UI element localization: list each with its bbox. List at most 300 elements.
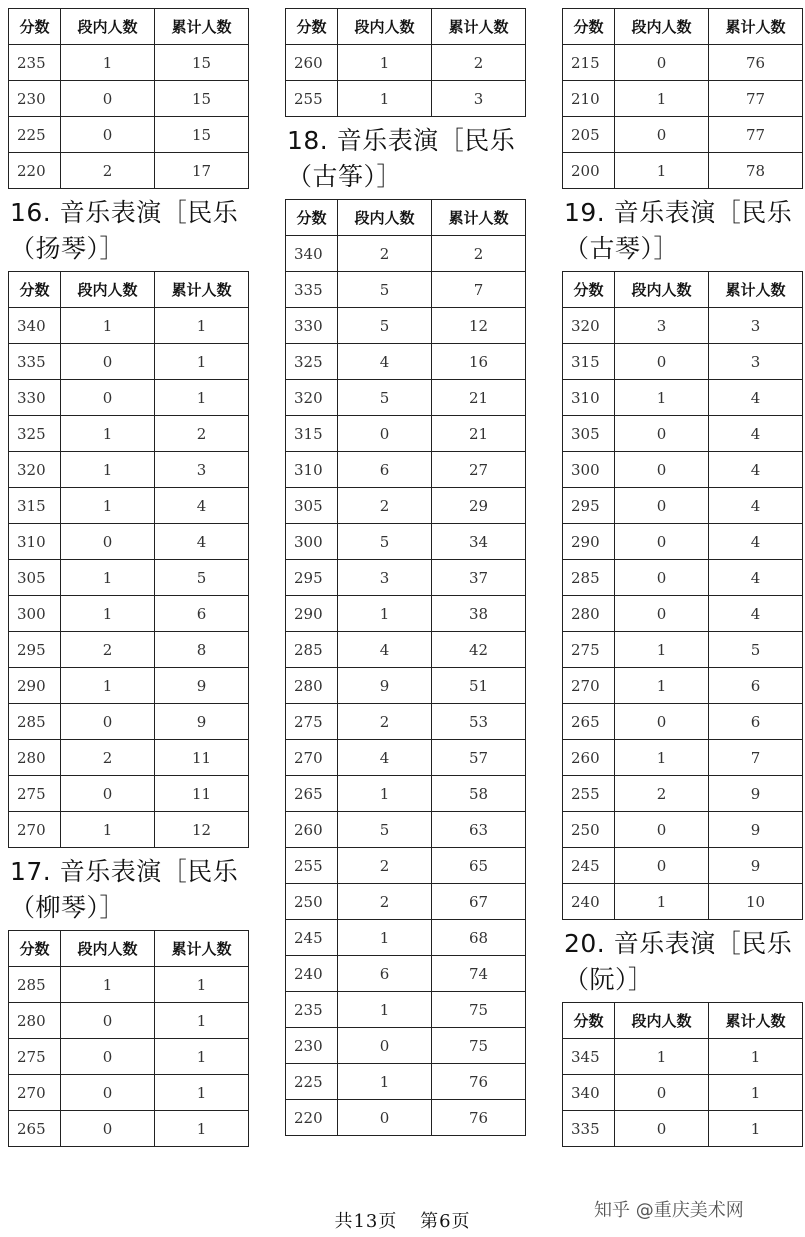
segment-count-cell: 2 — [61, 632, 155, 668]
table-row — [9, 596, 249, 632]
cumulative-count-cell: 5 — [155, 560, 249, 596]
segment-count-cell: 1 — [615, 81, 709, 117]
segment-count-cell: 0 — [615, 45, 709, 81]
table-row — [286, 81, 526, 117]
cumulative-count-cell: 53 — [432, 704, 526, 740]
score-cell: 330 — [9, 380, 61, 416]
table-row — [563, 45, 803, 81]
table-header-row — [563, 1003, 803, 1039]
cumulative-count-cell: 4 — [709, 452, 803, 488]
segment-count-cell: 0 — [61, 524, 155, 560]
score-cell: 320 — [286, 380, 338, 416]
score-cell: 340 — [563, 1075, 615, 1111]
score-cell: 260 — [286, 45, 338, 81]
segment-count-cell: 0 — [61, 380, 155, 416]
score-cell: 300 — [286, 524, 338, 560]
segment-count-cell: 1 — [61, 452, 155, 488]
table-row — [286, 668, 526, 704]
table-row — [563, 416, 803, 452]
cumulative-count-header: 累计人数 — [155, 9, 249, 45]
segment-count-cell: 1 — [338, 596, 432, 632]
segment-count-cell: 1 — [61, 668, 155, 704]
score-cell: 265 — [286, 776, 338, 812]
segment-count-cell: 0 — [338, 1100, 432, 1136]
score-cell: 325 — [9, 416, 61, 452]
cumulative-count-cell: 1 — [155, 1075, 249, 1111]
score-cell: 245 — [563, 848, 615, 884]
score-cell: 260 — [563, 740, 615, 776]
table-row — [286, 1064, 526, 1100]
cumulative-count-cell: 1 — [155, 308, 249, 344]
segment-count-cell: 4 — [338, 740, 432, 776]
segment-count-cell: 2 — [338, 884, 432, 920]
table-row — [286, 704, 526, 740]
table-row — [9, 1075, 249, 1111]
segment-count-cell: 0 — [615, 704, 709, 740]
segment-count-cell: 1 — [61, 596, 155, 632]
cumulative-count-cell: 1 — [155, 967, 249, 1003]
cumulative-count-cell: 16 — [432, 344, 526, 380]
score-header: 分数 — [286, 9, 338, 45]
table-header-row — [286, 9, 526, 45]
score-cell: 300 — [9, 596, 61, 632]
zhihu-watermark: 知乎 @重庆美术网 — [594, 1200, 744, 1221]
segment-count-cell: 1 — [615, 380, 709, 416]
table-row — [9, 812, 249, 848]
cumulative-count-cell: 4 — [709, 380, 803, 416]
segment-count-cell: 0 — [61, 776, 155, 812]
score-table — [285, 199, 526, 1136]
cumulative-count-cell: 11 — [155, 776, 249, 812]
segment-count-cell: 0 — [615, 560, 709, 596]
segment-count-header: 段内人数 — [338, 200, 432, 236]
score-cell: 295 — [563, 488, 615, 524]
table-row — [9, 117, 249, 153]
cumulative-count-cell: 76 — [432, 1100, 526, 1136]
table-row — [286, 452, 526, 488]
score-table — [8, 8, 249, 189]
segment-count-cell: 5 — [338, 272, 432, 308]
segment-count-cell: 0 — [615, 117, 709, 153]
score-header: 分数 — [286, 200, 338, 236]
table-row — [9, 1039, 249, 1075]
segment-count-cell: 1 — [338, 776, 432, 812]
section-title — [564, 195, 802, 267]
score-cell: 265 — [9, 1111, 61, 1147]
segment-count-cell: 1 — [61, 416, 155, 452]
table-row — [286, 812, 526, 848]
cumulative-count-cell: 12 — [432, 308, 526, 344]
table-row — [563, 740, 803, 776]
segment-count-cell: 0 — [615, 596, 709, 632]
cumulative-count-cell: 4 — [709, 596, 803, 632]
cumulative-count-cell: 1 — [709, 1039, 803, 1075]
cumulative-count-cell: 9 — [709, 812, 803, 848]
cumulative-count-cell: 7 — [432, 272, 526, 308]
cumulative-count-header: 累计人数 — [155, 931, 249, 967]
cumulative-count-cell: 78 — [709, 153, 803, 189]
cumulative-count-cell: 1 — [155, 380, 249, 416]
table-row — [286, 1028, 526, 1064]
segment-count-cell: 1 — [615, 1039, 709, 1075]
cumulative-count-cell: 4 — [709, 416, 803, 452]
table-row — [286, 236, 526, 272]
score-cell: 310 — [563, 380, 615, 416]
segment-count-cell: 2 — [615, 776, 709, 812]
table-row — [563, 848, 803, 884]
score-cell: 225 — [9, 117, 61, 153]
score-header: 分数 — [563, 1003, 615, 1039]
table-header-row — [563, 9, 803, 45]
table-row — [9, 153, 249, 189]
segment-count-cell: 1 — [61, 560, 155, 596]
table-row — [286, 524, 526, 560]
score-cell: 280 — [9, 740, 61, 776]
table-header-row — [9, 9, 249, 45]
section-title — [10, 195, 248, 267]
cumulative-count-cell: 77 — [709, 81, 803, 117]
cumulative-count-cell: 3 — [432, 81, 526, 117]
cumulative-count-cell: 1 — [155, 1039, 249, 1075]
segment-count-cell: 0 — [615, 488, 709, 524]
segment-count-cell: 0 — [615, 344, 709, 380]
table-row — [563, 380, 803, 416]
table-row — [286, 848, 526, 884]
score-cell: 270 — [9, 1075, 61, 1111]
section-title — [564, 926, 802, 998]
segment-count-cell: 1 — [615, 884, 709, 920]
cumulative-count-cell: 4 — [709, 560, 803, 596]
cumulative-count-cell: 76 — [709, 45, 803, 81]
section-title-line: 20. 音乐表演［民乐 — [564, 929, 793, 958]
table-row — [286, 596, 526, 632]
segment-count-cell: 1 — [615, 153, 709, 189]
table-row — [286, 45, 526, 81]
table-row — [563, 704, 803, 740]
table-row — [563, 308, 803, 344]
table-row — [9, 967, 249, 1003]
segment-count-cell: 0 — [615, 1111, 709, 1147]
table-row — [286, 632, 526, 668]
score-cell: 320 — [9, 452, 61, 488]
cumulative-count-cell: 67 — [432, 884, 526, 920]
segment-count-cell: 1 — [61, 812, 155, 848]
segment-count-cell: 0 — [615, 1075, 709, 1111]
segment-count-cell: 1 — [615, 668, 709, 704]
table-row — [9, 704, 249, 740]
segment-count-header: 段内人数 — [615, 1003, 709, 1039]
score-cell: 280 — [563, 596, 615, 632]
segment-count-cell: 2 — [61, 153, 155, 189]
total-pages-label: 共13页 — [334, 1211, 398, 1232]
score-cell: 285 — [563, 560, 615, 596]
table-header-row — [9, 272, 249, 308]
score-cell: 335 — [286, 272, 338, 308]
cumulative-count-cell: 4 — [709, 488, 803, 524]
table-row — [563, 812, 803, 848]
score-cell: 270 — [563, 668, 615, 704]
score-cell: 245 — [286, 920, 338, 956]
table-row — [9, 81, 249, 117]
score-cell: 270 — [286, 740, 338, 776]
table-row — [9, 452, 249, 488]
score-cell: 345 — [563, 1039, 615, 1075]
table-row — [563, 488, 803, 524]
segment-count-cell: 2 — [338, 236, 432, 272]
cumulative-count-cell: 9 — [709, 776, 803, 812]
table-header-row — [286, 200, 526, 236]
table-row — [9, 668, 249, 704]
cumulative-count-cell: 12 — [155, 812, 249, 848]
segment-count-cell: 2 — [61, 740, 155, 776]
score-table — [562, 8, 803, 189]
cumulative-count-header: 累计人数 — [432, 9, 526, 45]
cumulative-count-cell: 3 — [709, 344, 803, 380]
segment-count-header: 段内人数 — [61, 931, 155, 967]
column-2 — [285, 8, 525, 1136]
table-row — [9, 776, 249, 812]
cumulative-count-cell: 6 — [709, 668, 803, 704]
cumulative-count-header: 累计人数 — [709, 272, 803, 308]
score-table — [562, 271, 803, 920]
segment-count-cell: 3 — [338, 560, 432, 596]
score-cell: 275 — [286, 704, 338, 740]
table-row — [563, 81, 803, 117]
cumulative-count-cell: 37 — [432, 560, 526, 596]
table-row — [286, 884, 526, 920]
table-row — [286, 776, 526, 812]
cumulative-count-cell: 68 — [432, 920, 526, 956]
cumulative-count-cell: 74 — [432, 956, 526, 992]
score-header: 分数 — [9, 272, 61, 308]
cumulative-count-cell: 75 — [432, 1028, 526, 1064]
segment-count-cell: 1 — [338, 45, 432, 81]
column-1 — [8, 8, 248, 1147]
table-row — [286, 740, 526, 776]
score-header: 分数 — [563, 272, 615, 308]
score-cell: 295 — [286, 560, 338, 596]
segment-count-cell: 0 — [61, 344, 155, 380]
table-row — [563, 668, 803, 704]
score-header: 分数 — [9, 931, 61, 967]
table-row — [9, 488, 249, 524]
table-row — [9, 308, 249, 344]
score-cell: 320 — [563, 308, 615, 344]
cumulative-count-cell: 4 — [709, 524, 803, 560]
table-row — [286, 416, 526, 452]
cumulative-count-cell: 65 — [432, 848, 526, 884]
section-title-line: （扬琴）］ — [10, 234, 126, 263]
segment-count-cell: 4 — [338, 344, 432, 380]
segment-count-cell: 0 — [61, 1111, 155, 1147]
segment-count-cell: 0 — [61, 1075, 155, 1111]
table-row — [286, 920, 526, 956]
table-row — [563, 1039, 803, 1075]
cumulative-count-cell: 34 — [432, 524, 526, 560]
score-cell: 210 — [563, 81, 615, 117]
segment-count-cell: 1 — [615, 632, 709, 668]
table-row — [286, 560, 526, 596]
segment-count-cell: 0 — [615, 812, 709, 848]
cumulative-count-cell: 1 — [709, 1075, 803, 1111]
segment-count-cell: 6 — [338, 452, 432, 488]
score-cell: 250 — [563, 812, 615, 848]
score-cell: 285 — [9, 967, 61, 1003]
cumulative-count-cell: 8 — [155, 632, 249, 668]
cumulative-count-cell: 2 — [155, 416, 249, 452]
score-cell: 240 — [563, 884, 615, 920]
table-header-row — [9, 931, 249, 967]
table-row — [563, 776, 803, 812]
table-row — [563, 632, 803, 668]
score-cell: 230 — [9, 81, 61, 117]
score-cell: 275 — [9, 776, 61, 812]
segment-count-header: 段内人数 — [61, 9, 155, 45]
score-cell: 265 — [563, 704, 615, 740]
table-row — [563, 153, 803, 189]
table-row — [9, 632, 249, 668]
score-table — [8, 930, 249, 1147]
segment-count-cell: 3 — [615, 308, 709, 344]
cumulative-count-cell: 9 — [709, 848, 803, 884]
table-row — [563, 1111, 803, 1147]
segment-count-cell: 5 — [338, 812, 432, 848]
cumulative-count-cell: 15 — [155, 45, 249, 81]
cumulative-count-cell: 4 — [155, 488, 249, 524]
cumulative-count-cell: 5 — [709, 632, 803, 668]
score-cell: 340 — [9, 308, 61, 344]
score-table — [285, 8, 526, 117]
cumulative-count-cell: 9 — [155, 668, 249, 704]
score-cell: 335 — [563, 1111, 615, 1147]
table-row — [563, 452, 803, 488]
cumulative-count-cell: 63 — [432, 812, 526, 848]
score-cell: 315 — [563, 344, 615, 380]
segment-count-cell: 0 — [615, 524, 709, 560]
section-title-line: 16. 音乐表演［民乐 — [10, 198, 239, 227]
segment-count-cell: 0 — [61, 704, 155, 740]
cumulative-count-cell: 75 — [432, 992, 526, 1028]
current-page-label: 第6页 — [420, 1211, 471, 1232]
cumulative-count-cell: 27 — [432, 452, 526, 488]
score-cell: 275 — [563, 632, 615, 668]
table-row — [286, 1100, 526, 1136]
section-title-line: 19. 音乐表演［民乐 — [564, 198, 793, 227]
section-title — [287, 123, 525, 195]
segment-count-cell: 9 — [338, 668, 432, 704]
segment-count-cell: 1 — [61, 967, 155, 1003]
score-cell: 200 — [563, 153, 615, 189]
score-cell: 325 — [286, 344, 338, 380]
segment-count-cell: 1 — [61, 308, 155, 344]
score-cell: 270 — [9, 812, 61, 848]
segment-count-header: 段内人数 — [615, 9, 709, 45]
score-cell: 220 — [286, 1100, 338, 1136]
table-row — [9, 524, 249, 560]
segment-count-cell: 0 — [61, 1003, 155, 1039]
segment-count-cell: 2 — [338, 848, 432, 884]
table-row — [9, 1111, 249, 1147]
cumulative-count-cell: 9 — [155, 704, 249, 740]
cumulative-count-cell: 3 — [155, 452, 249, 488]
cumulative-count-cell: 6 — [709, 704, 803, 740]
table-row — [563, 596, 803, 632]
segment-count-cell: 1 — [61, 488, 155, 524]
table-row — [286, 344, 526, 380]
cumulative-count-cell: 2 — [432, 236, 526, 272]
cumulative-count-cell: 1 — [155, 344, 249, 380]
table-header-row — [563, 272, 803, 308]
segment-count-cell: 0 — [61, 117, 155, 153]
cumulative-count-cell: 11 — [155, 740, 249, 776]
table-row — [563, 524, 803, 560]
segment-count-cell: 0 — [615, 416, 709, 452]
score-table — [8, 271, 249, 848]
score-cell: 235 — [286, 992, 338, 1028]
score-cell: 290 — [563, 524, 615, 560]
segment-count-cell: 1 — [338, 920, 432, 956]
segment-count-cell: 1 — [338, 1064, 432, 1100]
cumulative-count-cell: 10 — [709, 884, 803, 920]
table-row — [9, 380, 249, 416]
table-row — [286, 272, 526, 308]
score-cell: 235 — [9, 45, 61, 81]
score-cell: 315 — [9, 488, 61, 524]
score-cell: 305 — [286, 488, 338, 524]
score-header: 分数 — [563, 9, 615, 45]
table-row — [286, 992, 526, 1028]
score-cell: 335 — [9, 344, 61, 380]
table-row — [286, 308, 526, 344]
cumulative-count-cell: 77 — [709, 117, 803, 153]
score-cell: 260 — [286, 812, 338, 848]
score-cell: 255 — [563, 776, 615, 812]
table-row — [286, 956, 526, 992]
segment-count-cell: 1 — [338, 992, 432, 1028]
section-title — [10, 854, 248, 926]
cumulative-count-cell: 17 — [155, 153, 249, 189]
score-cell: 285 — [9, 704, 61, 740]
cumulative-count-cell: 6 — [155, 596, 249, 632]
segment-count-header: 段内人数 — [61, 272, 155, 308]
segment-count-cell: 2 — [338, 704, 432, 740]
segment-count-cell: 5 — [338, 524, 432, 560]
score-cell: 330 — [286, 308, 338, 344]
segment-count-cell: 5 — [338, 380, 432, 416]
cumulative-count-cell: 21 — [432, 380, 526, 416]
table-row — [9, 45, 249, 81]
score-cell: 255 — [286, 848, 338, 884]
cumulative-count-cell: 1 — [155, 1111, 249, 1147]
table-row — [9, 560, 249, 596]
section-title-line: 17. 音乐表演［民乐 — [10, 857, 239, 886]
table-row — [563, 344, 803, 380]
score-cell: 225 — [286, 1064, 338, 1100]
score-cell: 250 — [286, 884, 338, 920]
table-row — [9, 344, 249, 380]
segment-count-cell: 0 — [615, 848, 709, 884]
table-row — [563, 1075, 803, 1111]
table-row — [286, 380, 526, 416]
segment-count-cell: 0 — [615, 452, 709, 488]
cumulative-count-cell: 1 — [709, 1111, 803, 1147]
segment-count-cell: 0 — [61, 1039, 155, 1075]
cumulative-count-cell: 3 — [709, 308, 803, 344]
segment-count-cell: 1 — [338, 81, 432, 117]
score-cell: 305 — [9, 560, 61, 596]
score-cell: 315 — [286, 416, 338, 452]
cumulative-count-cell: 15 — [155, 81, 249, 117]
